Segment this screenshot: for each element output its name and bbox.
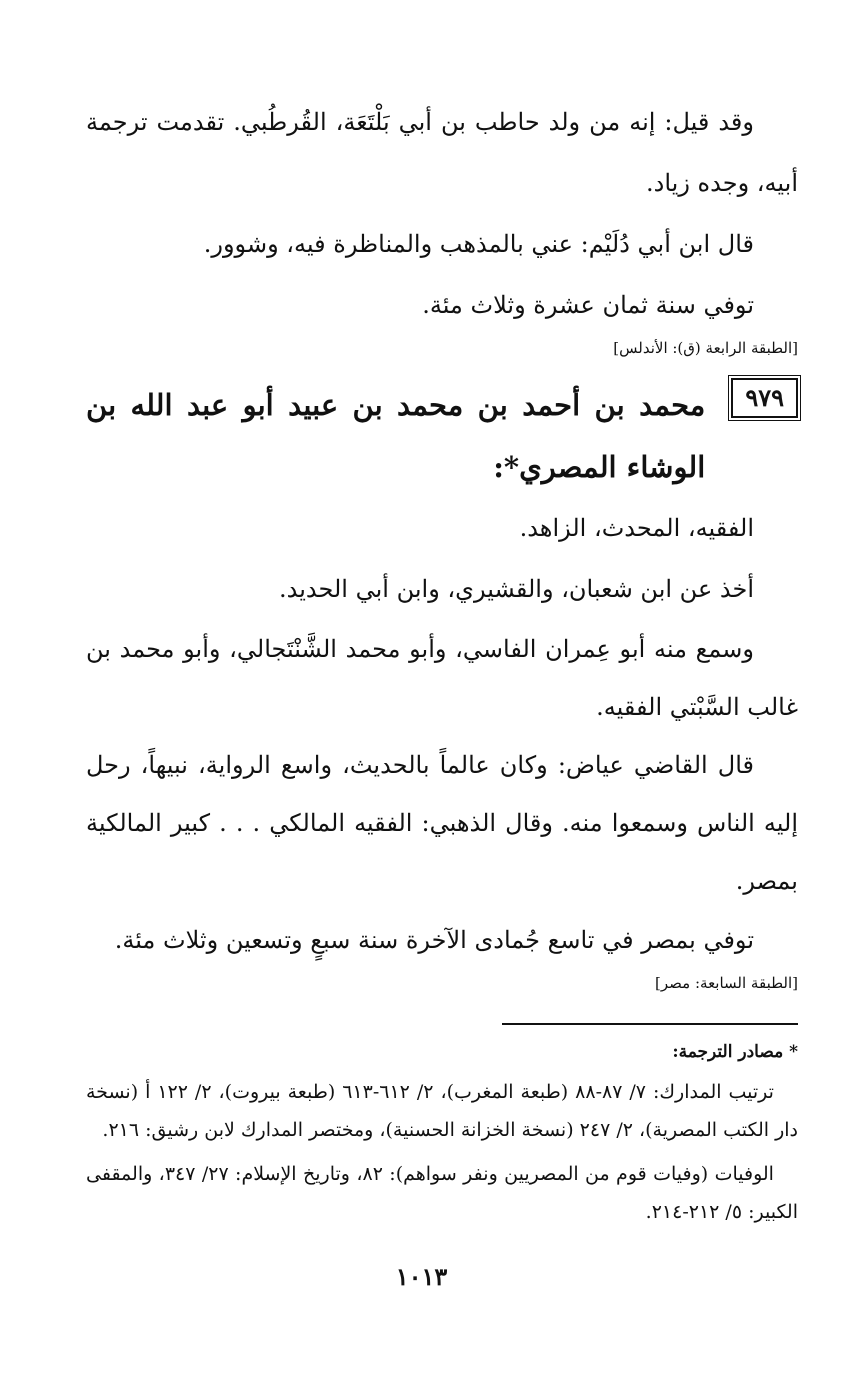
tag-row xyxy=(86,971,798,995)
paragraph: قال ابن أبي دُلَيْم: عني بالمذهب والمناظرة فيه، وشوور. xyxy=(203,230,754,258)
footnote: الوفيات (وفيات قوم من المصريين ونفر سواهم): ٨٢، وتاريخ الإسلام: ٢٧/ ٣٤٧، والمقفى الكبير: ٥/ ٢١٢-٢١٤. xyxy=(86,1163,798,1223)
footnote-divider xyxy=(502,1023,798,1025)
paragraph: وقد قيل: إنه من ولد حاطب بن أبي بَلْتَعَة، القُرطُبي. تقدمت ترجمة أبيه، وجده زياد. xyxy=(86,108,798,197)
footnote-heading: * مصادر الترجمة: xyxy=(672,1042,798,1062)
paragraph: أخذ عن ابن شعبان، والقشيري، وابن أبي الحديد. xyxy=(279,575,754,603)
entry-number: ٩٧٩ xyxy=(731,378,798,418)
paragraph: توفي سنة ثمان عشرة وثلاث مئة. xyxy=(422,291,754,319)
page-number: ١٠١٣ xyxy=(395,1262,448,1291)
tabaqa-tag: [الطبقة السابعة: مصر] xyxy=(655,974,798,992)
paragraph: وسمع منه أبو عِمران الفاسي، وأبو محمد الشَّنْتَجالي، وأبو محمد بن غالب السَّبْتي الفقيه. xyxy=(86,635,798,721)
page-body xyxy=(86,92,798,1231)
paragraph: قال القاضي عياض: وكان عالماً بالحديث، واسع الرواية، نبيهاً، رحل إليه الناس وسمعوا منه. وقال الذهبي: الفقيه المالكي . . . كبير المالكية بمصر. xyxy=(86,751,798,895)
tabaqa-tag: [الطبقة الرابعة (ق): الأندلس] xyxy=(613,339,798,357)
entry-heading xyxy=(86,374,798,498)
tag-row xyxy=(86,336,798,360)
footnote: ترتيب المدارك: ٧/ ٨٧-٨٨ (طبعة المغرب)، ٢/ ٦١٢-٦١٣ (طبعة بيروت)، ٢/ ١٢٢ أ (نسخة دار الكتب المصرية)، ٢/ ٢٤٧ (نسخة الخزانة الحسنية)، ومختصر المدارك لابن رشيق: ٢١٦. xyxy=(86,1081,798,1141)
entry-title: محمد بن أحمد بن محمد بن عبيد أبو عبد الله بن الوشاء المصري*: xyxy=(86,388,706,484)
paragraph: توفي بمصر في تاسع جُمادى الآخرة سنة سبعٍ وتسعين وثلاث مئة. xyxy=(114,926,754,954)
paragraph: الفقيه، المحدث، الزاهد. xyxy=(519,514,754,542)
